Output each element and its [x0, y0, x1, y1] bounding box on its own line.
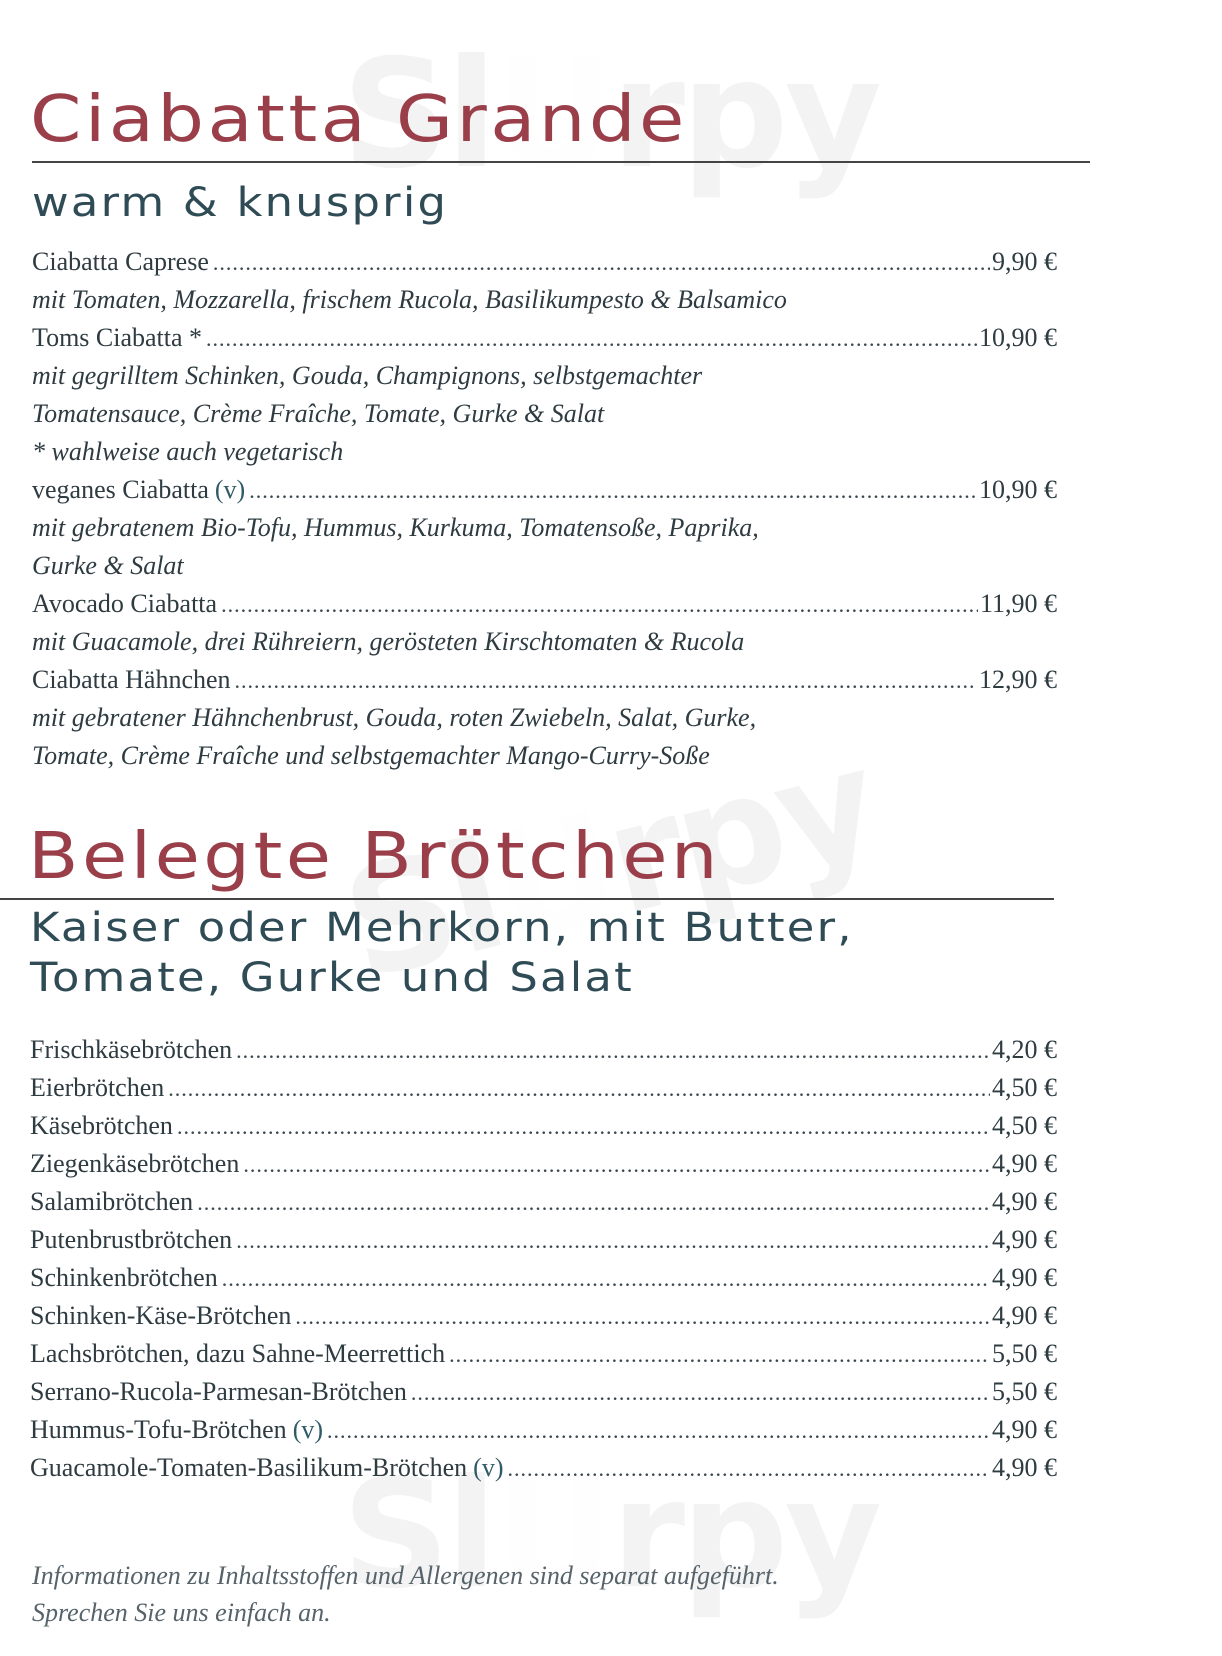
- menu-item-name: Eierbrötchen: [30, 1073, 165, 1102]
- menu-item-price: 9,90 €: [992, 247, 1057, 276]
- menu-item-price: 4,90 €: [992, 1149, 1057, 1178]
- allergen-note-line: Informationen zu Inhaltsstoffen und Allergenen sind separat aufgeführt.: [32, 1561, 779, 1590]
- ciabatta-menu-list: [32, 243, 1057, 775]
- menu-item-description: Gurke & Salat: [32, 551, 184, 580]
- menu-item-price: 4,90 €: [992, 1225, 1057, 1254]
- menu-item-price: 4,90 €: [992, 1263, 1057, 1292]
- dot-leader: [221, 586, 978, 624]
- menu-item-row: [30, 1221, 1057, 1259]
- menu-item-price: 4,90 €: [992, 1187, 1057, 1216]
- broetchen-menu-list: [30, 1031, 1057, 1487]
- dot-leader: [168, 1070, 990, 1108]
- menu-item-description: mit gegrilltem Schinken, Gouda, Champignons, selbstgemachter: [32, 361, 703, 390]
- menu-item-row: [30, 1297, 1057, 1335]
- section-title-ciabatta: Ciabatta Grande: [30, 83, 688, 157]
- menu-item-row: [32, 243, 1057, 281]
- dot-leader: [295, 1298, 990, 1336]
- section-divider: [0, 898, 1054, 900]
- menu-item-price: 5,50 €: [992, 1377, 1057, 1406]
- menu-item-description: Tomate, Crème Fraîche und selbstgemachter Mango-Curry-Soße: [32, 741, 710, 770]
- menu-item-name: Toms Ciabatta *: [32, 323, 203, 352]
- menu-item-row: [30, 1145, 1057, 1183]
- menu-item-name: Avocado Ciabatta: [32, 589, 218, 618]
- menu-item-row: [32, 319, 1057, 357]
- menu-item-name: Guacamole-Tomaten-Basilikum-Brötchen: [30, 1453, 468, 1482]
- section-subtitle-broetchen-line1: Kaiser oder Mehrkorn, mit Butter,: [30, 905, 854, 951]
- menu-item-row: [30, 1107, 1057, 1145]
- dot-leader: [243, 1146, 990, 1184]
- menu-item-row: [32, 661, 1057, 699]
- menu-item-price: 4,90 €: [992, 1415, 1057, 1444]
- menu-item-row: [30, 1259, 1057, 1297]
- menu-item-name: Käsebrötchen: [30, 1111, 173, 1140]
- menu-item-description: mit Tomaten, Mozzarella, frischem Rucola, Basilikumpesto & Balsamico: [32, 285, 787, 314]
- section-subtitle-ciabatta: warm & knusprig: [32, 180, 449, 226]
- dot-leader: [236, 1032, 990, 1070]
- dot-leader: [411, 1374, 990, 1412]
- menu-item-description: Tomatensauce, Crème Fraîche, Tomate, Gurke & Salat: [32, 399, 605, 428]
- menu-item-name: Ciabatta Hähnchen: [32, 665, 231, 694]
- dot-leader: [213, 244, 990, 282]
- menu-item-price: 4,90 €: [992, 1301, 1057, 1330]
- section-subtitle-broetchen-line2: Tomate, Gurke und Salat: [30, 955, 634, 1001]
- menu-item-name: veganes Ciabatta: [32, 475, 209, 504]
- dot-leader: [507, 1450, 990, 1488]
- menu-item-price: 4,20 €: [992, 1035, 1057, 1064]
- dot-leader: [177, 1108, 990, 1146]
- menu-item-row: [30, 1449, 1057, 1487]
- vegan-badge: (v): [214, 475, 246, 504]
- allergen-note: [32, 1557, 779, 1631]
- vegan-badge: (v): [473, 1453, 504, 1482]
- dot-leader: [235, 662, 977, 700]
- dot-leader: [222, 1260, 990, 1298]
- menu-item-price: 5,50 €: [992, 1339, 1057, 1368]
- menu-item-name: Salamibrötchen: [30, 1187, 194, 1216]
- menu-item-description: * wahlweise auch vegetarisch: [32, 437, 344, 466]
- section-title-broetchen: Belegte Brötchen: [28, 820, 722, 894]
- dot-leader: [449, 1336, 990, 1374]
- menu-item-description: mit Guacamole, drei Rühreiern, gerösteten Kirschtomaten & Rucola: [32, 627, 745, 656]
- menu-item-row: [32, 471, 1057, 509]
- vegan-badge: (v): [292, 1415, 324, 1444]
- menu-item-row: [32, 585, 1057, 623]
- menu-item-price: 10,90 €: [979, 323, 1057, 352]
- menu-item-row: [30, 1411, 1057, 1449]
- menu-item-description: mit gebratener Hähnchenbrust, Gouda, roten Zwiebeln, Salat, Gurke,: [32, 703, 757, 732]
- menu-item-name: Ziegenkäsebrötchen: [30, 1149, 240, 1178]
- menu-item-row: [30, 1069, 1057, 1107]
- menu-item-name: Serrano-Rucola-Parmesan-Brötchen: [30, 1377, 407, 1406]
- menu-item-price: 10,90 €: [979, 475, 1057, 504]
- menu-item-name: Schinken-Käse-Brötchen: [30, 1301, 292, 1330]
- menu-item-price: 4,50 €: [992, 1111, 1057, 1140]
- menu-item-row: [30, 1031, 1057, 1069]
- dot-leader: [249, 472, 977, 510]
- section-divider: [32, 161, 1090, 163]
- menu-item-description: mit gebratenem Bio-Tofu, Hummus, Kurkuma, Tomatensoße, Paprika,: [32, 513, 759, 542]
- menu-item-name: Ciabatta Caprese: [32, 247, 209, 276]
- menu-item-name: Lachsbrötchen, dazu Sahne-Meerrettich: [30, 1339, 446, 1368]
- menu-item-row: [30, 1373, 1057, 1411]
- menu-item-name: Frischkäsebrötchen: [30, 1035, 233, 1064]
- menu-item-name: Putenbrustbrötchen: [30, 1225, 233, 1254]
- dot-leader: [327, 1412, 990, 1450]
- allergen-note-line: Sprechen Sie uns einfach an.: [32, 1598, 331, 1627]
- menu-item-price: 4,90 €: [992, 1453, 1057, 1482]
- menu-item-name: Hummus-Tofu-Brötchen: [30, 1415, 287, 1444]
- menu-item-price: 12,90 €: [979, 665, 1057, 694]
- menu-item-name: Schinkenbrötchen: [30, 1263, 218, 1292]
- dot-leader: [197, 1184, 990, 1222]
- menu-item-row: [30, 1183, 1057, 1221]
- menu-item-row: [30, 1335, 1057, 1373]
- dot-leader: [236, 1222, 990, 1260]
- dot-leader: [206, 320, 977, 358]
- menu-item-price: 4,50 €: [992, 1073, 1057, 1102]
- menu-item-price: 11,90 €: [979, 589, 1057, 618]
